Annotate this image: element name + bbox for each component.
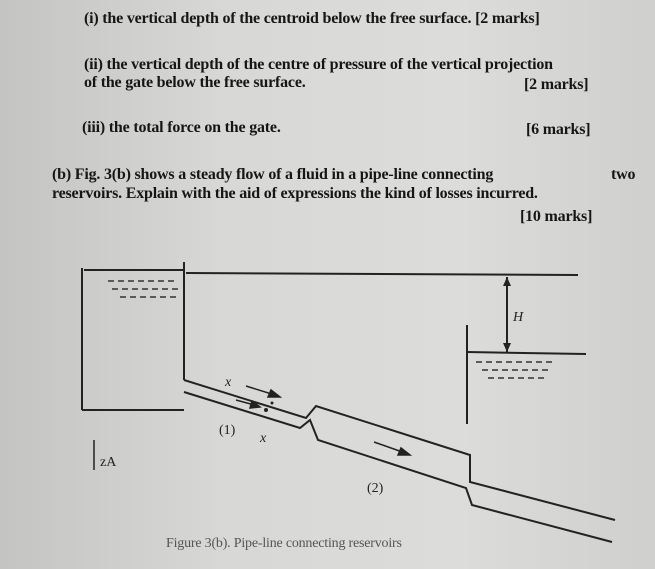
right-water-hatching xyxy=(476,362,556,378)
head-arrow-up xyxy=(503,277,511,286)
flow-arrow-pipe2 xyxy=(374,442,410,455)
energy-line xyxy=(186,273,578,275)
question-iii-marks: [6 marks] xyxy=(526,121,591,138)
question-iii-text: (iii) the total force on the gate. xyxy=(82,119,281,136)
question-ii-line2: of the gate below the free surface. xyxy=(84,74,306,91)
flow-arrow-upper-small xyxy=(236,400,260,408)
left-water-hatching xyxy=(108,281,178,297)
head-arrow-down xyxy=(503,343,511,352)
label-pipe2: (2) xyxy=(367,481,384,496)
section-marker-dot-2 xyxy=(271,402,274,405)
question-b-line2: reservoirs. Explain with the aid of expressions the kind of losses incurred. xyxy=(52,185,538,202)
pipe-bottom-edge xyxy=(184,392,612,542)
question-b-line1-end: two xyxy=(611,166,636,183)
label-zA: zA xyxy=(100,455,117,470)
label-pipe1: (1) xyxy=(219,423,236,438)
section-marker-dot xyxy=(264,408,268,412)
question-i-text: (i) the vertical depth of the centroid below the free surface. xyxy=(84,10,472,27)
question-b-marks: [10 marks] xyxy=(520,208,593,225)
label-x-upper: x xyxy=(225,375,232,390)
question-ii-line1: (ii) the vertical depth of the centre of pressure of the vertical projection xyxy=(84,56,553,73)
right-reservoir-free-surface xyxy=(467,352,586,354)
question-b-line1: (b) Fig. 3(b) shows a steady flow of a fluid in a pipe-line connecting xyxy=(52,166,494,183)
flow-arrow-pipe1 xyxy=(246,386,280,397)
question-ii-marks: [2 marks] xyxy=(524,76,589,93)
label-x-lower: x xyxy=(260,431,267,446)
label-H: H xyxy=(513,310,524,325)
question-i-marks: [2 marks] xyxy=(475,10,540,27)
figure-caption: Figure 3(b). Pipe-line connecting reservoirs xyxy=(166,536,402,551)
